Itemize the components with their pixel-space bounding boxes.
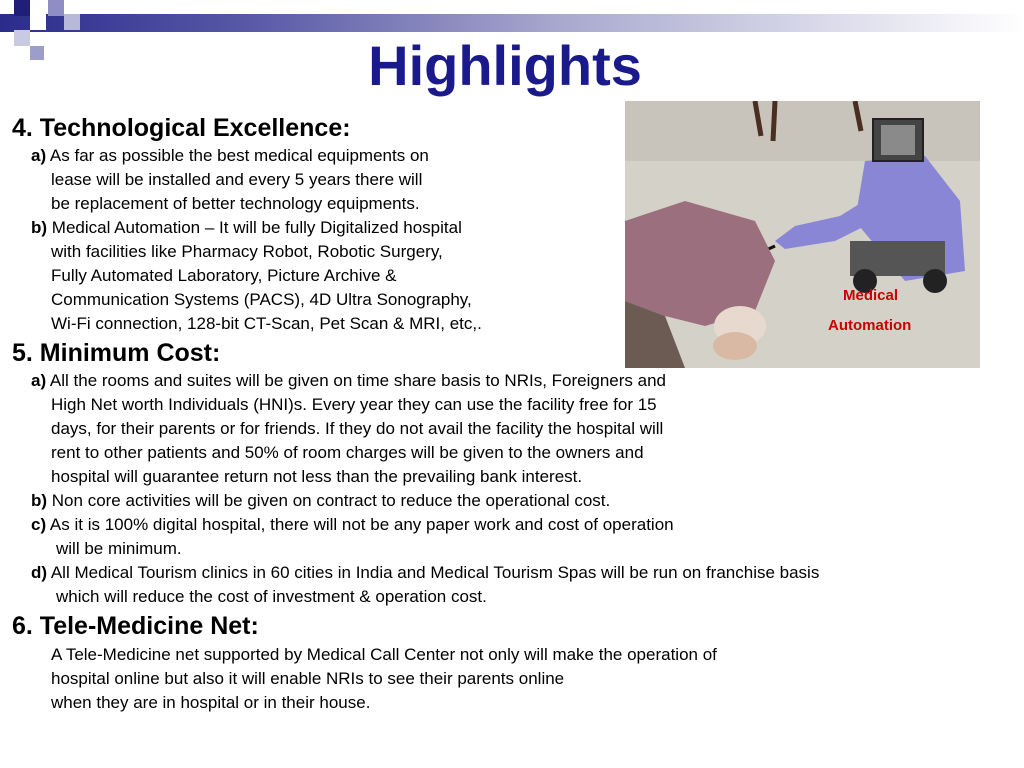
item-text: Fully Automated Laboratory, Picture Archive & [51,266,397,285]
item-label: d) [31,563,48,582]
item-text: be replacement of better technology equipments. [51,194,420,213]
header-band [0,14,1024,32]
list-item [31,372,666,389]
decor-square [14,0,30,16]
section-heading: 6. Tele-Medicine Net: [12,612,259,640]
item-label: b) [31,491,48,510]
item-text: will be minimum. [56,539,182,558]
list-item [31,564,819,581]
item-label: c) [31,515,47,534]
page-title: Highlights [368,34,642,97]
list-item [31,147,429,164]
medical-robot-photo [625,101,980,368]
item-text: A Tele-Medicine net supported by Medical Call Center not only will make the operation of [51,645,717,664]
medical-robot-illustration [625,101,980,368]
item-text: Medical Automation – It will be fully Digitalized hospital [51,218,462,237]
decor-square [30,14,46,30]
list-item [31,492,610,509]
item-text: As it is 100% digital hospital, there will not be any paper work and cost of operation [49,515,674,534]
item-text: when they are in hospital or in their house. [51,693,371,712]
image-caption-line2: Automation [828,317,912,334]
item-text: High Net worth Individuals (HNI)s. Every year they can use the facility free for 15 [51,395,657,414]
item-text: All the rooms and suites will be given on time share basis to NRIs, Foreigners and [49,371,666,390]
item-text: As far as possible the best medical equipments on [49,146,429,165]
item-text: All Medical Tourism clinics in 60 cities in India and Medical Tourism Spas will be run on franchise basis [50,563,820,582]
item-text: hospital online but also it will enable NRIs to see their parents online [51,669,565,688]
item-text: Communication Systems (PACS), 4D Ultra Sonography, [51,290,472,309]
image-caption-line1: Medical [843,287,899,304]
section-heading: 5. Minimum Cost: [12,339,221,367]
item-text: days, for their parents or for friends. If they do not avail the facility the hospital will [51,419,664,438]
item-text: hospital will guarantee return not less than the prevailing bank interest. [51,467,583,486]
item-text: with facilities like Pharmacy Robot, Robotic Surgery, [51,242,443,261]
item-text: Non core activities will be given on contract to reduce the operational cost. [51,491,611,510]
item-label: a) [31,146,47,165]
section-heading: 4. Technological Excellence: [12,114,351,142]
list-item [31,219,462,236]
item-label: a) [31,371,47,390]
list-item [31,516,674,533]
decor-square [48,0,64,16]
item-label: b) [31,218,48,237]
item-text: rent to other patients and 50% of room charges will be given to the owners and [51,443,644,462]
item-text: which will reduce the cost of investment & operation cost. [56,587,487,606]
item-text: Wi-Fi connection, 128-bit CT-Scan, Pet Scan & MRI, etc,. [51,314,482,333]
item-text: lease will be installed and every 5 years there will [51,170,423,189]
decor-square [64,14,80,30]
